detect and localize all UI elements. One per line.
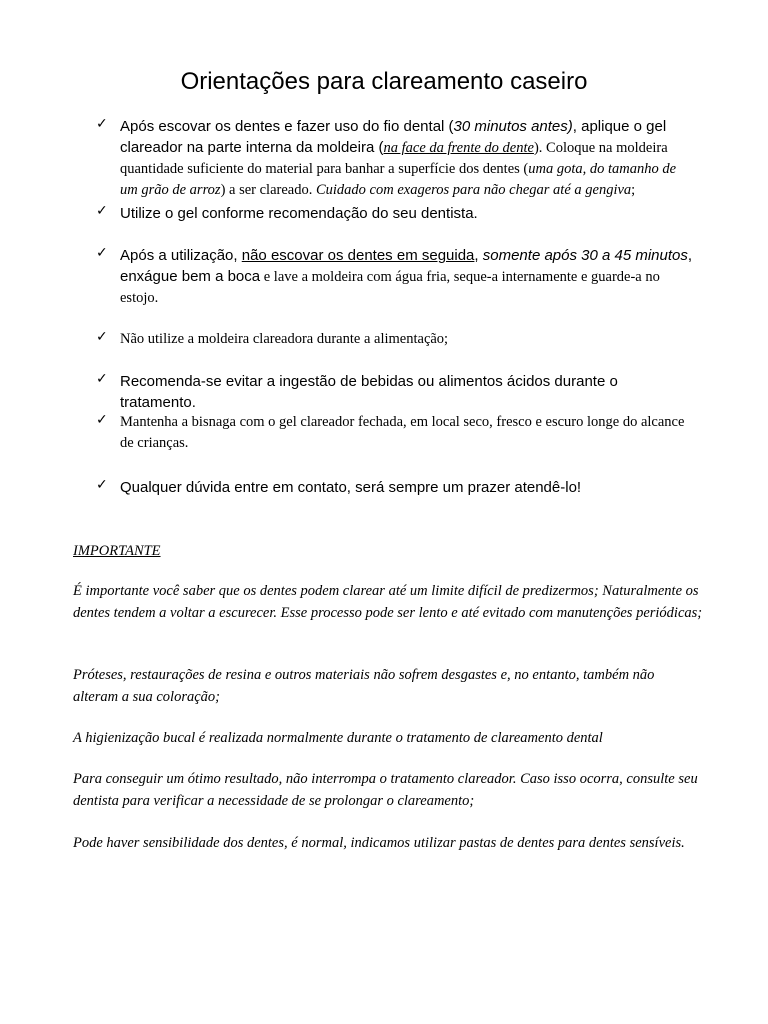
checkmark-icon: ✓ — [96, 245, 108, 261]
list-item-text: Utilize o gel conforme recomendação do seu dentista. — [120, 205, 478, 222]
checkmark-icon: ✓ — [96, 203, 108, 219]
list-item-text: Não utilize a moldeira clareadora durante a alimentação; — [120, 331, 449, 347]
list-item — [96, 203, 696, 224]
important-paragraph: É importante você saber que os dentes podem clarear até um limite difícil de predizermos; Naturalmente os dentes tendem a voltar a escurecer. Esse processo pode ser lento e até evitado com manutenções periódicas; — [73, 583, 703, 621]
important-paragraph: Pode haver sensibilidade dos dentes, é normal, indicamos utilizar pastas de dentes para dentes sensíveis. — [73, 835, 685, 851]
important-paragraph: Para conseguir um ótimo resultado, não interrompa o tratamento clareador. Caso isso ocorra, consulte seu dentista para verificar a necessidade de se prolongar o clareamento; — [73, 771, 698, 809]
list-item — [96, 116, 696, 201]
list-item — [96, 477, 696, 498]
page-title: Orientações para clareamento caseiro — [180, 68, 588, 95]
checkmark-icon: ✓ — [96, 477, 108, 493]
important-paragraph: Próteses, restaurações de resina e outros materiais não sofrem desgastes e, no entanto, também não alteram a sua coloração; — [73, 667, 655, 705]
list-item-text: Qualquer dúvida entre em contato, será sempre um prazer atendê-lo! — [120, 479, 582, 496]
list-item — [96, 412, 696, 454]
checkmark-icon: ✓ — [96, 116, 108, 132]
important-heading: IMPORTANTE — [73, 543, 161, 559]
checkmark-icon: ✓ — [96, 412, 108, 428]
list-item — [96, 245, 696, 309]
list-item-text: Após a utilização, não escovar os dentes em seguida, somente após 30 a 45 minutos, enxágue bem a boca e lave a moldeira com água fria, seque-a internamente e guarde-a no estojo. — [120, 247, 693, 306]
list-item — [96, 329, 696, 350]
checkmark-icon: ✓ — [96, 329, 108, 345]
list-item — [96, 371, 696, 413]
checkmark-icon: ✓ — [96, 371, 108, 387]
list-item-text: Após escovar os dentes e fazer uso do fio dental (30 minutos antes), aplique o gel clareador na parte interna da moldeira (na face da frente do dente). Coloque na moldeira quantidade suficiente do material para banhar a superfície dos dentes (uma gota, do tamanho de um grão de arroz) a ser clareado. Cuidado com exageros para não chegar até a gengiva; — [120, 118, 677, 198]
list-item-text: Mantenha a bisnaga com o gel clareador fechada, em local seco, fresco e escuro longe do alcance de crianças. — [120, 414, 685, 451]
important-paragraph: A higienização bucal é realizada normalmente durante o tratamento de clareamento dental — [73, 730, 603, 746]
list-item-text: Recomenda-se evitar a ingestão de bebidas ou alimentos ácidos durante o tratamento. — [120, 373, 618, 411]
